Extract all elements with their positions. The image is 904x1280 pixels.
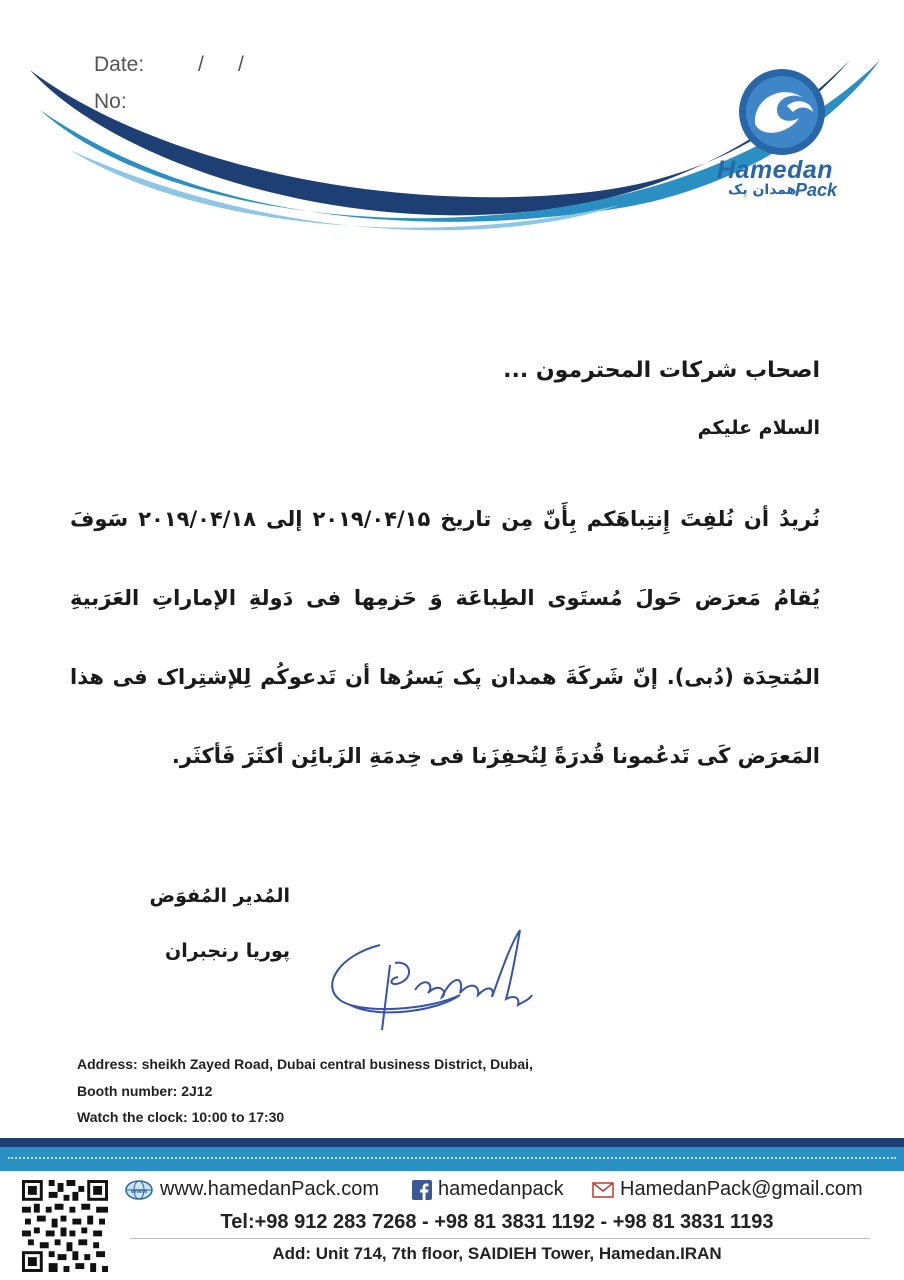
facebook-link[interactable] [412, 1178, 564, 1201]
email-link[interactable] [592, 1178, 863, 1201]
number-field [94, 90, 127, 114]
handwritten-signature [320, 915, 550, 1040]
opening-hours: Watch the clock: 10:00 to 17:30 [77, 1109, 285, 1125]
website-text: www.hamedanPack.com [160, 1178, 379, 1200]
number-label: No: [94, 90, 127, 113]
logo-sub-text: Pack [795, 180, 838, 200]
telephone-numbers: Tel:+98 912 283 7268 - +98 81 3831 1192 - +98 81 3831 1193 [220, 1211, 774, 1233]
signer-name: پوریا رنجبران [165, 940, 290, 962]
footer-band-light [0, 1147, 904, 1171]
date-separator: / [238, 53, 244, 76]
address-line: Address: sheikh Zayed Road, Dubai central business District, Dubai, [77, 1056, 533, 1072]
footer-divider [130, 1238, 870, 1239]
letter-greeting: السلام علیکم [697, 417, 820, 439]
logo-brand-persian: همدان پک [728, 182, 797, 198]
letter-paragraph: نُریدُ أن نُلفِتَ إِنتِباهَکم بِأَنّ مِن تاریخ ۲۰۱۹/۰۴/۱۵ إلى ۲۰۱۹/۰۴/۱۸ سَوفَ یُقامُ مَعرَض حَولَ مُستَوی الطِباعَة وَ حَزمِها فی دَولةِ الإماراتِ العَرَبیةِ المُتحِدَة (دُبی). إنّ شَرکَةَ همدان پک یَسرُها أن تَدعوکُم لِلإشتِراک فی هذا المَعرَض کَی تَدعُمونا قُدرَةً لِتُحفِزَنا فی خِدمَةِ الزَبائِن أکثَرَ فَأکثَر. [70, 507, 821, 768]
footer-band-dark [0, 1138, 904, 1147]
footer-band-dots [8, 1157, 896, 1159]
email-text: HamedanPack@gmail.com [620, 1178, 863, 1200]
date-separator: / [198, 53, 204, 76]
office-address: Add: Unit 714, 7th floor, SAIDIEH Tower, Hamedan.IRAN [272, 1244, 722, 1263]
globe-icon [124, 1179, 154, 1201]
letter-salutation: اصحاب شرکات المحترمون ... [503, 358, 820, 383]
facebook-text: hamedanpack [438, 1178, 564, 1200]
facebook-icon [412, 1180, 432, 1200]
website-link[interactable] [124, 1178, 379, 1201]
mail-icon [592, 1181, 614, 1199]
date-field [94, 53, 244, 77]
date-label: Date: [94, 53, 145, 76]
signer-title: المُدیر المُفوَض [149, 885, 290, 907]
svg-text:www: www [130, 1187, 148, 1195]
logo-brand-text: Hamedan [717, 156, 834, 184]
booth-number: Booth number: 2J12 [77, 1083, 213, 1099]
